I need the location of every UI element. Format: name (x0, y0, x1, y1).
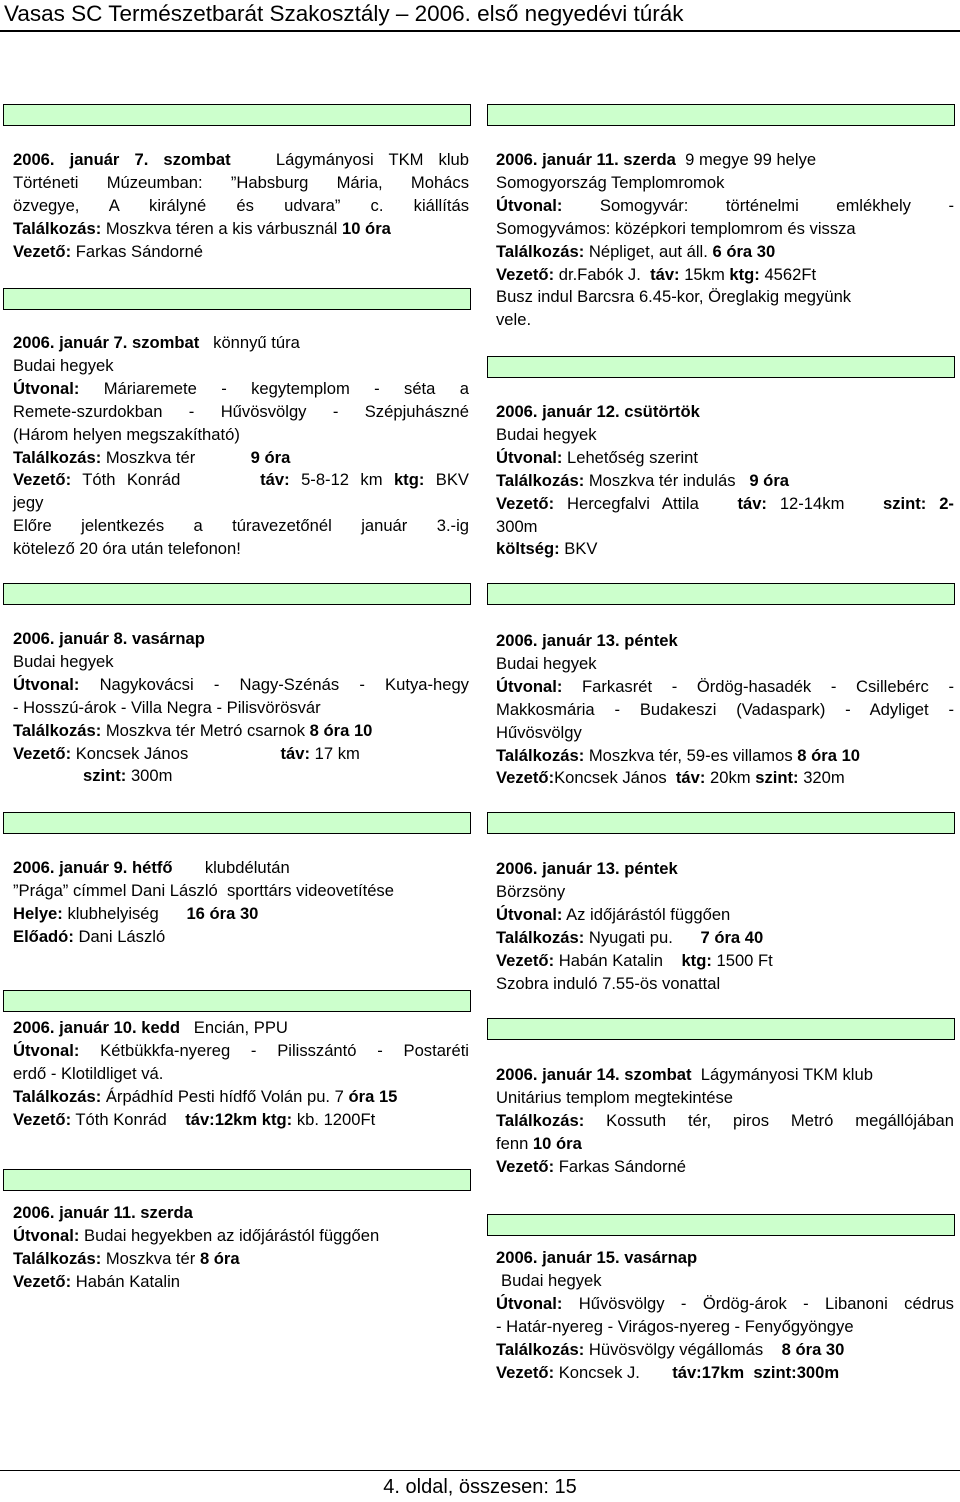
separator-bar (487, 583, 955, 605)
separator-bar (3, 583, 471, 605)
separator-bar (487, 812, 955, 834)
tour-date: 2006. január 11. szerda (13, 1203, 193, 1222)
tour-entry: 2006. január 10. kedd Encián, PPU Útvonal: Kétbükkfa-nyereg - Pilisszántó - Postaréti erdő - Klotildliget vá. Találkozás: Árpádhíd Pesti hídfő Volán pu. 7 óra 15 Vezető: Tóth Konrád táv:12km ktg: kb. 1200Ft (13, 1018, 469, 1129)
tour-date: 2006. január 10. kedd (13, 1018, 180, 1037)
tour-date: 2006. január 13. péntek (496, 859, 678, 878)
tour-entry: 2006. január 9. hétfő klubdélután ”Prága” címmel Dani László sporttárs videovetítése Helye: klubhelyiség 16 óra 30 Előadó: Dani László (13, 858, 394, 946)
tour-entry: 2006. január 7. szombat Lágymányosi TKM klub Történeti Múzeumban: ”Habsburg Mária, Mohács özvegye, A királyné és udvara” c. kiállítás Találkozás: Moszkva téren a kis várbusznál 10 óra Vezető: Farkas Sándorné (13, 150, 469, 261)
tour-date: 2006. január 12. csütörtök (496, 402, 700, 421)
tour-date: 2006. január 7. szombat (13, 333, 200, 352)
tour-date: 2006. január 11. szerda (496, 150, 676, 169)
separator-bar (3, 288, 471, 310)
tour-date: 2006. január 15. vasárnap (496, 1248, 698, 1267)
tour-entry: 2006. január 8. vasárnap Budai hegyek Útvonal: Nagykovácsi - Nagy-Szénás - Kutya-hegy - Hosszú-árok - Villa Negra - Pilisvörösvár Találkozás: Moszkva tér Metró csarnok 8 óra 10 Vezető: Koncsek János táv: 17 km szint: 300m (13, 629, 469, 786)
page-title: Vasas SC Természetbarát Szakosztály – 2006. első negyedévi túrák (4, 1, 684, 26)
tour-entry: 2006. január 11. szerda 9 megye 99 helye Somogyország Templomromok Útvonal: Somogyvár: történelmi emlékhely - Somogyvámos: középkori templomrom és vissza Találkozás: Népliget, aut áll. 6 óra 30 Vezető: dr.Fabók J. táv: 15km ktg: 4562Ft Busz indul Barcsra 6.45-kor, Öreglakig megyünk vele. (496, 150, 954, 330)
tour-entry: 2006. január 12. csütörtök Budai hegyek Útvonal: Lehetőség szerint Találkozás: Moszkva tér indulás 9 óra Vezető: Hercegfalvi Attila táv: 12-14km szint: 2- 300m költség: BKV (496, 402, 954, 559)
tour-date: 2006. január 9. hétfő (13, 858, 173, 877)
separator-bar (3, 104, 471, 126)
footer-divider (0, 1470, 960, 1471)
tour-date: 2006. január 14. szombat (496, 1065, 692, 1084)
separator-bar (3, 1169, 471, 1191)
title-divider (0, 30, 960, 32)
page-footer: 4. oldal, összesen: 15 (383, 1476, 577, 1498)
separator-bar (487, 1214, 955, 1236)
separator-bar (487, 1018, 955, 1040)
separator-bar (487, 356, 955, 378)
separator-bar (487, 104, 955, 126)
tour-date: 2006. január 7. szombat (13, 150, 231, 169)
tour-entry: 2006. január 14. szombat Lágymányosi TKM klub Unitárius templom megtekintése Találkozás: Kossuth tér, piros Metró megállójában fenn 10 óra Vezető: Farkas Sándorné (496, 1065, 954, 1176)
separator-bar (3, 990, 471, 1012)
tour-entry: 2006. január 7. szombat könnyű túra Budai hegyek Útvonal: Máriaremete - kegytemplom - séta a Remete-szurdokban - Hűvösvölgy - Szépjuhászné (Három helyen megszakítható) Találkozás: Moszkva tér 9 óra Vezető: Tóth Konrád táv: 5-8-12 km ktg: BKV jegy Előre jelentkezés a túravezetőnél január 3.-ig kötelező 20 óra után telefonon! (13, 333, 469, 559)
tour-date: 2006. január 8. vasárnap (13, 629, 205, 648)
tour-entry: 2006. január 11. szerda Útvonal: Budai hegyekben az időjárástól függően Találkozás: Moszkva tér 8 óra Vezető: Habán Katalin (13, 1203, 380, 1291)
separator-bar (3, 812, 471, 834)
tour-entry: 2006. január 15. vasárnap Budai hegyek Útvonal: Hűvösvölgy - Ördög-árok - Libanoni cédrus - Határ-nyereg - Virágos-nyereg - Fenyőgyöngye Találkozás: Hüvösvölgy végállomás 8 óra 30 Vezető: Koncsek J. táv:17km szint:300m (496, 1248, 954, 1382)
tour-date: 2006. január 13. péntek (496, 631, 678, 650)
tour-entry: 2006. január 13. péntek Börzsöny Útvonal: Az időjárástól függően Találkozás: Nyugati pu. 7 óra 40 Vezető: Habán Katalin ktg: 1500 Ft Szobra induló 7.55-ös vonattal (496, 859, 773, 993)
tour-entry: 2006. január 13. péntek Budai hegyek Útvonal: Farkasrét - Ördög-hasadék - Csillebérc - Makkosmária - Budakeszi (Vadaspark) - Adyliget - Hűvösvölgy Találkozás: Moszkva tér, 59-es villamos 8 óra 10 Vezető:Koncsek János táv: 20km szint: 320m (496, 631, 954, 788)
